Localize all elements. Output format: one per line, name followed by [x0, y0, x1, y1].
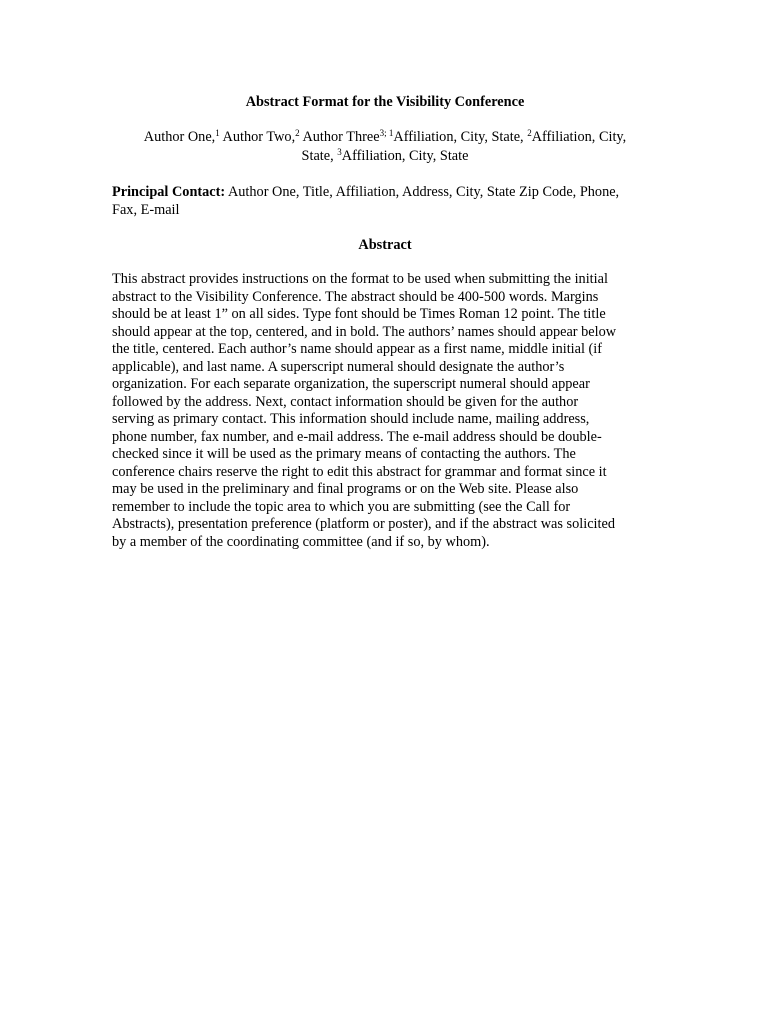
abstract-line: serving as primary contact. This information should include name, mailing address,	[112, 411, 590, 427]
abstract-line: conference chairs reserve the right to edit this abstract for grammar and format since it	[112, 463, 607, 480]
author-block	[112, 128, 658, 165]
affiliation-one: Affiliation, City, State,	[393, 129, 528, 145]
abstract-line: organization. For each separate organization, the superscript numeral should appear	[112, 376, 590, 392]
abstract-line: checked since it will be used as the primary means of contacting the authors. The	[112, 446, 576, 462]
abstract-line: abstract to the Visibility Conference. The abstract should be 400-500 words. Margins	[112, 288, 599, 305]
abstract-line: Abstracts), presentation preference (platform or poster), and if the abstract was solicited	[112, 516, 615, 532]
affiliation-two: Affiliation, City,	[531, 129, 627, 145]
abstract-line: may be used in the preliminary and final programs or on the Web site. Please also	[112, 481, 579, 497]
affiliation-two-superscript: 2	[527, 128, 532, 138]
author-one: Author One,	[143, 129, 216, 145]
abstract-line: remember to include the topic area to which you are submitting (see the Call for	[112, 498, 571, 515]
abstract-body	[112, 271, 658, 551]
principal-contact-details-continued: Fax, E-mail	[112, 202, 180, 218]
author-three-superscript: 3; 1	[379, 128, 394, 138]
abstract-line: phone number, fax number, and e-mail address. The e-mail address should be double-	[112, 428, 602, 445]
author-two-superscript: 2	[295, 128, 300, 138]
abstract-line: applicable), and last name. A superscript numeral should designate the author’s	[112, 358, 565, 375]
author-two: Author Two,	[219, 129, 296, 145]
author-three: Author Three	[299, 129, 380, 145]
abstract-line: This abstract provides instructions on the format to be used when submitting the initial	[112, 271, 608, 287]
abstract-line: by a member of the coordinating committee (and if so, by whom).	[112, 533, 490, 550]
abstract-line: the title, centered. Each author’s name should appear as a first name, middle initial (if	[112, 341, 603, 357]
abstract-line: should be at least 1” on all sides. Type font should be Times Roman 12 point. The title	[112, 306, 606, 322]
abstract-heading: Abstract	[358, 237, 412, 253]
affiliation-three: Affiliation, City, State	[341, 147, 469, 164]
affiliation-two-continued: State,	[301, 147, 338, 164]
principal-contact	[112, 183, 658, 219]
abstract-line: should appear at the top, centered, and in bold. The authors’ names should appear below	[112, 323, 617, 340]
principal-contact-details: Author One, Title, Affiliation, Address, City, State Zip Code, Phone,	[225, 184, 620, 200]
principal-contact-label: Principal Contact:	[112, 184, 226, 200]
affiliation-three-superscript: 3	[337, 146, 342, 157]
abstract-line: followed by the address. Next, contact information should be given for the author	[112, 393, 579, 410]
document-title: Abstract Format for the Visibility Conference	[245, 94, 525, 110]
author-one-superscript: 1	[215, 128, 220, 138]
